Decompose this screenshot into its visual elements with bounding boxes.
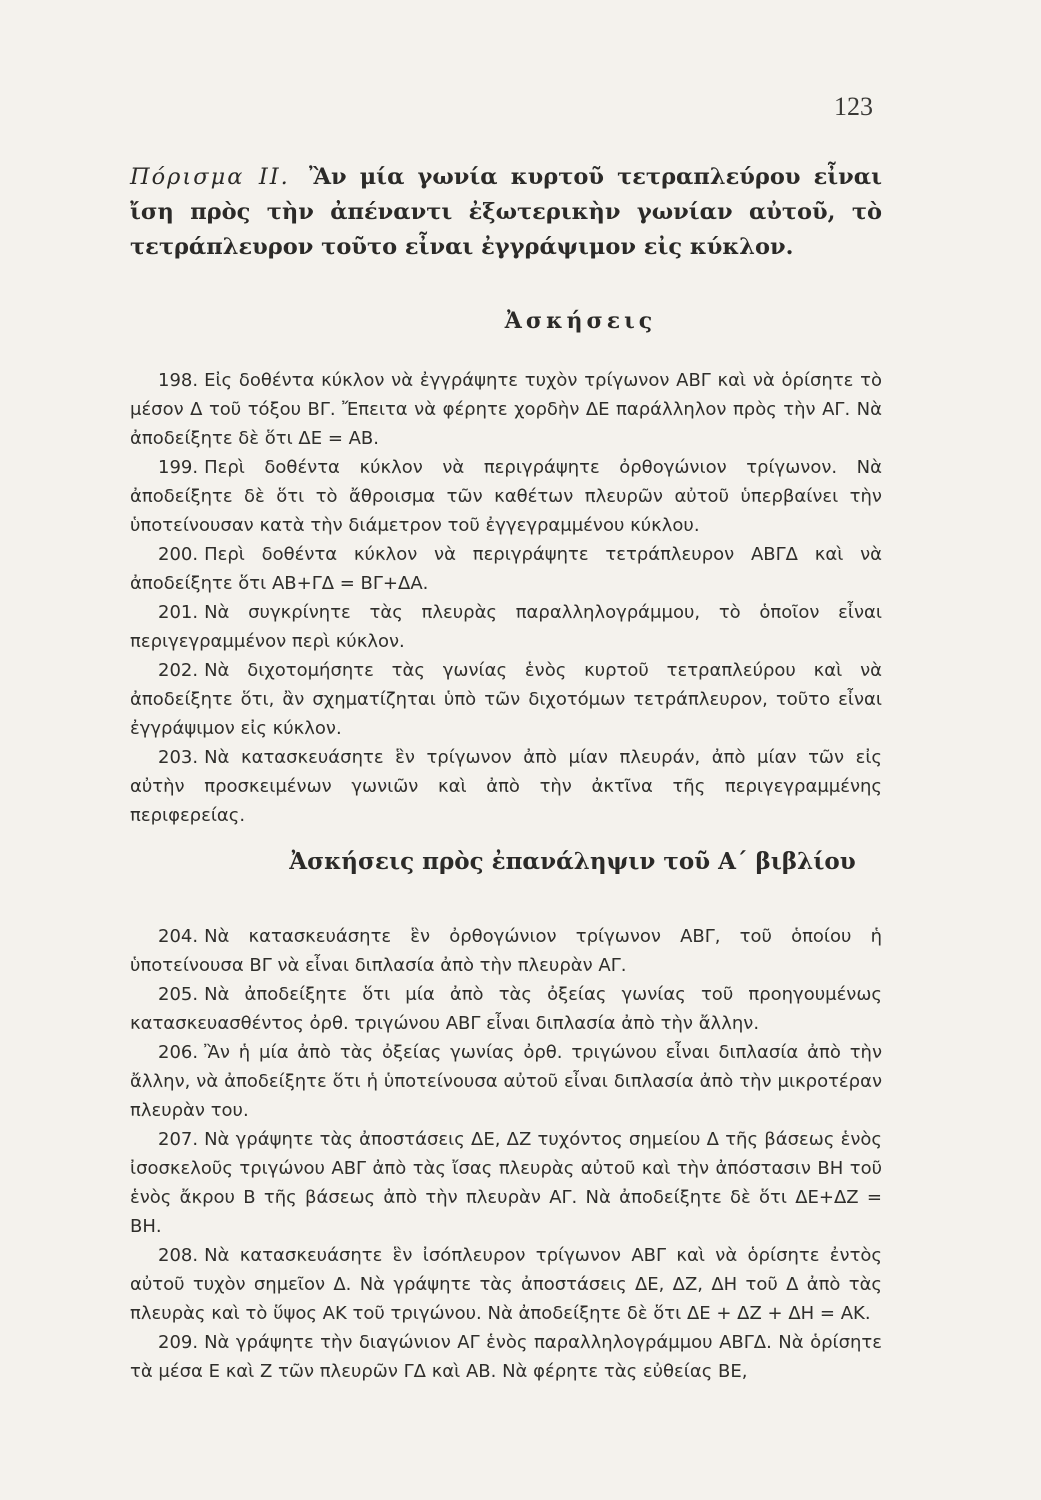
exercise-text: Νὰ κατασκευάσητε ἓν ὀρθογώνιον τρίγωνον ΑΒΓ, τοῦ ὁποίου ἡ ὑποτείνουσα ΒΓ νὰ εἶναι διπλασία ἀπὸ τὴν πλευρὰν ΑΓ. <box>130 926 882 976</box>
exercise-text: Νὰ ἀποδείξητε ὅτι μία ἀπὸ τὰς ὀξείας γωνίας τοῦ προηγουμένως κατασκευασθέντος ὀρθ. τριγώνου ΑΒΓ εἶναι διπλασία ἀπὸ τὴν ἄλλην. <box>130 984 882 1034</box>
exercise-text: Νὰ διχοτομήσητε τὰς γωνίας ἑνὸς κυρτοῦ τετραπλεύρου καὶ νὰ ἀποδείξητε ὅτι, ἂν σχηματίζηται ὑπὸ τῶν διχοτόμων τετράπλευρον, τοῦτο εἶναι ἐγγράψιμον εἰς κύκλον. <box>130 660 882 739</box>
exercise-199 <box>130 453 882 540</box>
exercises-list <box>130 366 882 830</box>
corollary <box>130 160 882 265</box>
exercise-text: Ἂν ἡ μία ἀπὸ τὰς ὀξείας γωνίας ὀρθ. τριγώνου εἶναι διπλασία ἀπὸ τὴν ἄλλην, νὰ ἀποδείξητε ὅτι ἡ ὑποτείνουσα αὐτοῦ εἶναι διπλασία ἀπὸ τὴν μικροτέραν πλευρὰν του. <box>130 1042 882 1121</box>
exercise-text: Νὰ συγκρίνητε τὰς πλευρὰς παραλληλογράμμου, τὸ ὁποῖον εἶναι περιγεγραμμένον περὶ κύκλον. <box>130 602 882 652</box>
exercise-205 <box>130 980 882 1038</box>
corollary-text: Ἂν μία γωνία κυρτοῦ τετραπλεύρου εἶναι ἴση πρὸς τὴν ἀπέναντι ἐξωτερικὴν γωνίαν αὐτοῦ, τὸ τετράπλευρον τοῦτο εἶναι ἐγγράψιμον εἰς κύκλον. <box>130 164 882 260</box>
exercise-text: Νὰ γράψητε τὰς ἀποστάσεις ΔΕ, ΔΖ τυχόντος σημείου Δ τῆς βάσεως ἑνὸς ἰσοσκελοῦς τριγώνου ΑΒΓ ἀπὸ τὰς ἴσας πλευρὰς αὐτοῦ καὶ τὴν ἀπόστασιν ΒΗ τοῦ ἑνὸς ἄκρου Β τῆς βάσεως ἀπὸ τὴν πλευρὰν ΑΓ. Νὰ ἀποδείξητε δὲ ὅτι ΔΕ+ΔΖ = ΒΗ. <box>130 1129 882 1237</box>
exercise-text: Νὰ κατασκευάσητε ἓν τρίγωνον ἀπὸ μίαν πλευράν, ἀπὸ μίαν τῶν εἰς αὐτὴν προσκειμένων γωνιῶν καὶ ἀπὸ τὴν ἀκτῖνα τῆς περιγεγραμμένης περιφερείας. <box>130 747 882 826</box>
exercise-text: Περὶ δοθέντα κύκλον νὰ περιγράψητε ὀρθογώνιον τρίγωνον. Νὰ ἀποδείξητε δὲ ὅτι τὸ ἄθροισμα τῶν καθέτων πλευρῶν αὐτοῦ ὑπερβαίνει τὴν ὑποτείνουσαν κατὰ τὴν διάμετρον τοῦ ἐγγεγραμμένου κύκλου. <box>130 457 882 536</box>
exercise-number: 205. <box>158 984 199 1005</box>
exercise-number: 201. <box>158 602 199 623</box>
exercise-number: 199. <box>158 457 199 478</box>
exercise-text: Νὰ γράψητε τὴν διαγώνιον ΑΓ ἑνὸς παραλληλογράμμου ΑΒΓΔ. Νὰ ὁρίσητε τὰ μέσα Ε καὶ Ζ τῶν πλευρῶν ΓΔ καὶ ΑΒ. Νὰ φέρητε τὰς εὐθείας ΒΕ, <box>130 1332 882 1382</box>
exercise-201 <box>130 598 882 656</box>
exercise-number: 207. <box>158 1129 199 1150</box>
review-exercises-list <box>130 922 882 1386</box>
exercise-number: 206. <box>158 1042 199 1063</box>
exercise-number: 200. <box>158 544 199 565</box>
exercise-200 <box>130 540 882 598</box>
exercise-208 <box>130 1241 882 1328</box>
page-number: 123 <box>834 92 873 121</box>
exercise-number: 208. <box>158 1245 199 1266</box>
exercise-204 <box>130 922 882 980</box>
corollary-label: Πόρισμα ΙΙ. <box>130 164 290 190</box>
exercise-number: 202. <box>158 660 199 681</box>
exercise-number: 198. <box>158 370 199 391</box>
exercise-206 <box>130 1038 882 1125</box>
exercise-text: Περὶ δοθέντα κύκλον νὰ περιγράψητε τετράπλευρον ΑΒΓΔ καὶ νὰ ἀποδείξητε ὅτι ΑΒ+ΓΔ = ΒΓ+ΔΑ. <box>130 544 882 594</box>
exercise-text: Νὰ κατασκευάσητε ἓν ἰσόπλευρον τρίγωνον ΑΒΓ καὶ νὰ ὁρίσητε ἐντὸς αὐτοῦ τυχὸν σημεῖον Δ. Νὰ γράψητε τὰς ἀποστάσεις ΔΕ, ΔΖ, ΔΗ τοῦ Δ ἀπὸ τὰς πλευρὰς καὶ τὸ ὕψος ΑΚ τοῦ τριγώνου. Νὰ ἀποδείξητε δὲ ὅτι ΔΕ + ΔΖ + ΔΗ = ΑΚ. <box>130 1245 882 1324</box>
exercise-number: 204. <box>158 926 199 947</box>
exercise-207 <box>130 1125 882 1241</box>
exercises-heading: Ἀσκήσεις <box>504 308 657 334</box>
exercise-number: 209. <box>158 1332 199 1353</box>
exercise-198 <box>130 366 882 453</box>
exercise-203 <box>130 743 882 830</box>
exercise-209 <box>130 1328 882 1386</box>
exercise-202 <box>130 656 882 743</box>
review-exercises-heading: Ἀσκήσεις πρὸς ἐπανάληψιν τοῦ Α΄ βιβλίου <box>289 848 856 875</box>
exercise-text: Εἰς δοθέντα κύκλον νὰ ἐγγράψητε τυχὸν τρίγωνον ΑΒΓ καὶ νὰ ὁρίσητε τὸ μέσον Δ τοῦ τόξου ΒΓ. Ἔπειτα νὰ φέρητε χορδὴν ΔΕ παράλληλον πρὸς τὴν ΑΓ. Νὰ ἀποδείξητε δὲ ὅτι ΔΕ = ΑΒ. <box>130 370 882 449</box>
exercise-number: 203. <box>158 747 199 768</box>
